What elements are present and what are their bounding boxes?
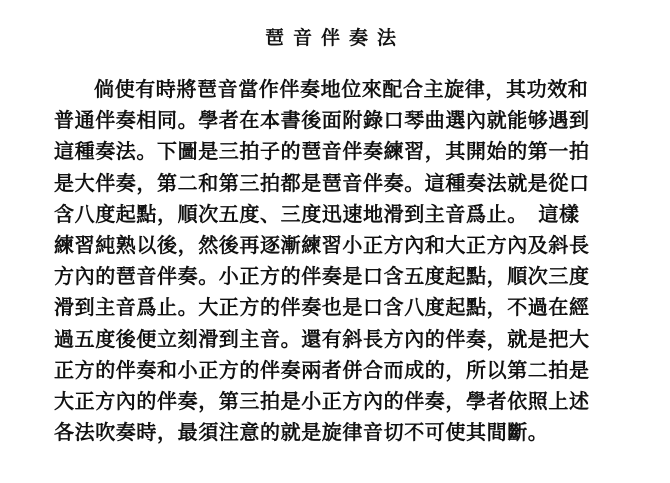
text-line: 練習純熟以後，然後再逐漸練習小正方內和大正方內及斜長 [54, 232, 590, 257]
text-line: 滑到主音爲止。大正方的伴奏也是口含八度起點，不過在經 [54, 295, 590, 320]
page-title: 琶音伴奏法 [264, 27, 405, 49]
text-line: 正方的伴奏和小正方的伴奏兩者併合而成的，所以第二拍是 [54, 357, 590, 382]
text-line: 大正方內的伴奏，第三拍是小正方內的伴奏，學者依照上述 [54, 388, 590, 413]
text-line: 含八度起點，順次五度、三度迅速地滑到主音爲止。 這樣 [54, 201, 580, 226]
text-line: 是大伴奏，第二和第三拍都是琶音伴奏。這種奏法就是從口 [54, 170, 590, 195]
text-line: 各法吹奏時，最須注意的就是旋律音切不可使其間斷。 [54, 420, 549, 445]
text-line: 普通伴奏相同。學者在本書後面附錄口琴曲選內就能够遇到 [54, 108, 590, 133]
text-line: 方內的琶音伴奏。小正方的伴奏是口含五度起點，順次三度 [54, 264, 590, 289]
text-line: 過五度後便立刻滑到主音。還有斜長方內的伴奏，就是把大 [54, 326, 590, 351]
text-line: 這種奏法。下圖是三拍子的琶音伴奏練習，其開始的第一拍 [54, 139, 590, 164]
text-line: 倘使有時將琶音當作伴奏地位來配合主旋律，其功效和 [94, 77, 589, 101]
body-paragraph [54, 74, 634, 448]
